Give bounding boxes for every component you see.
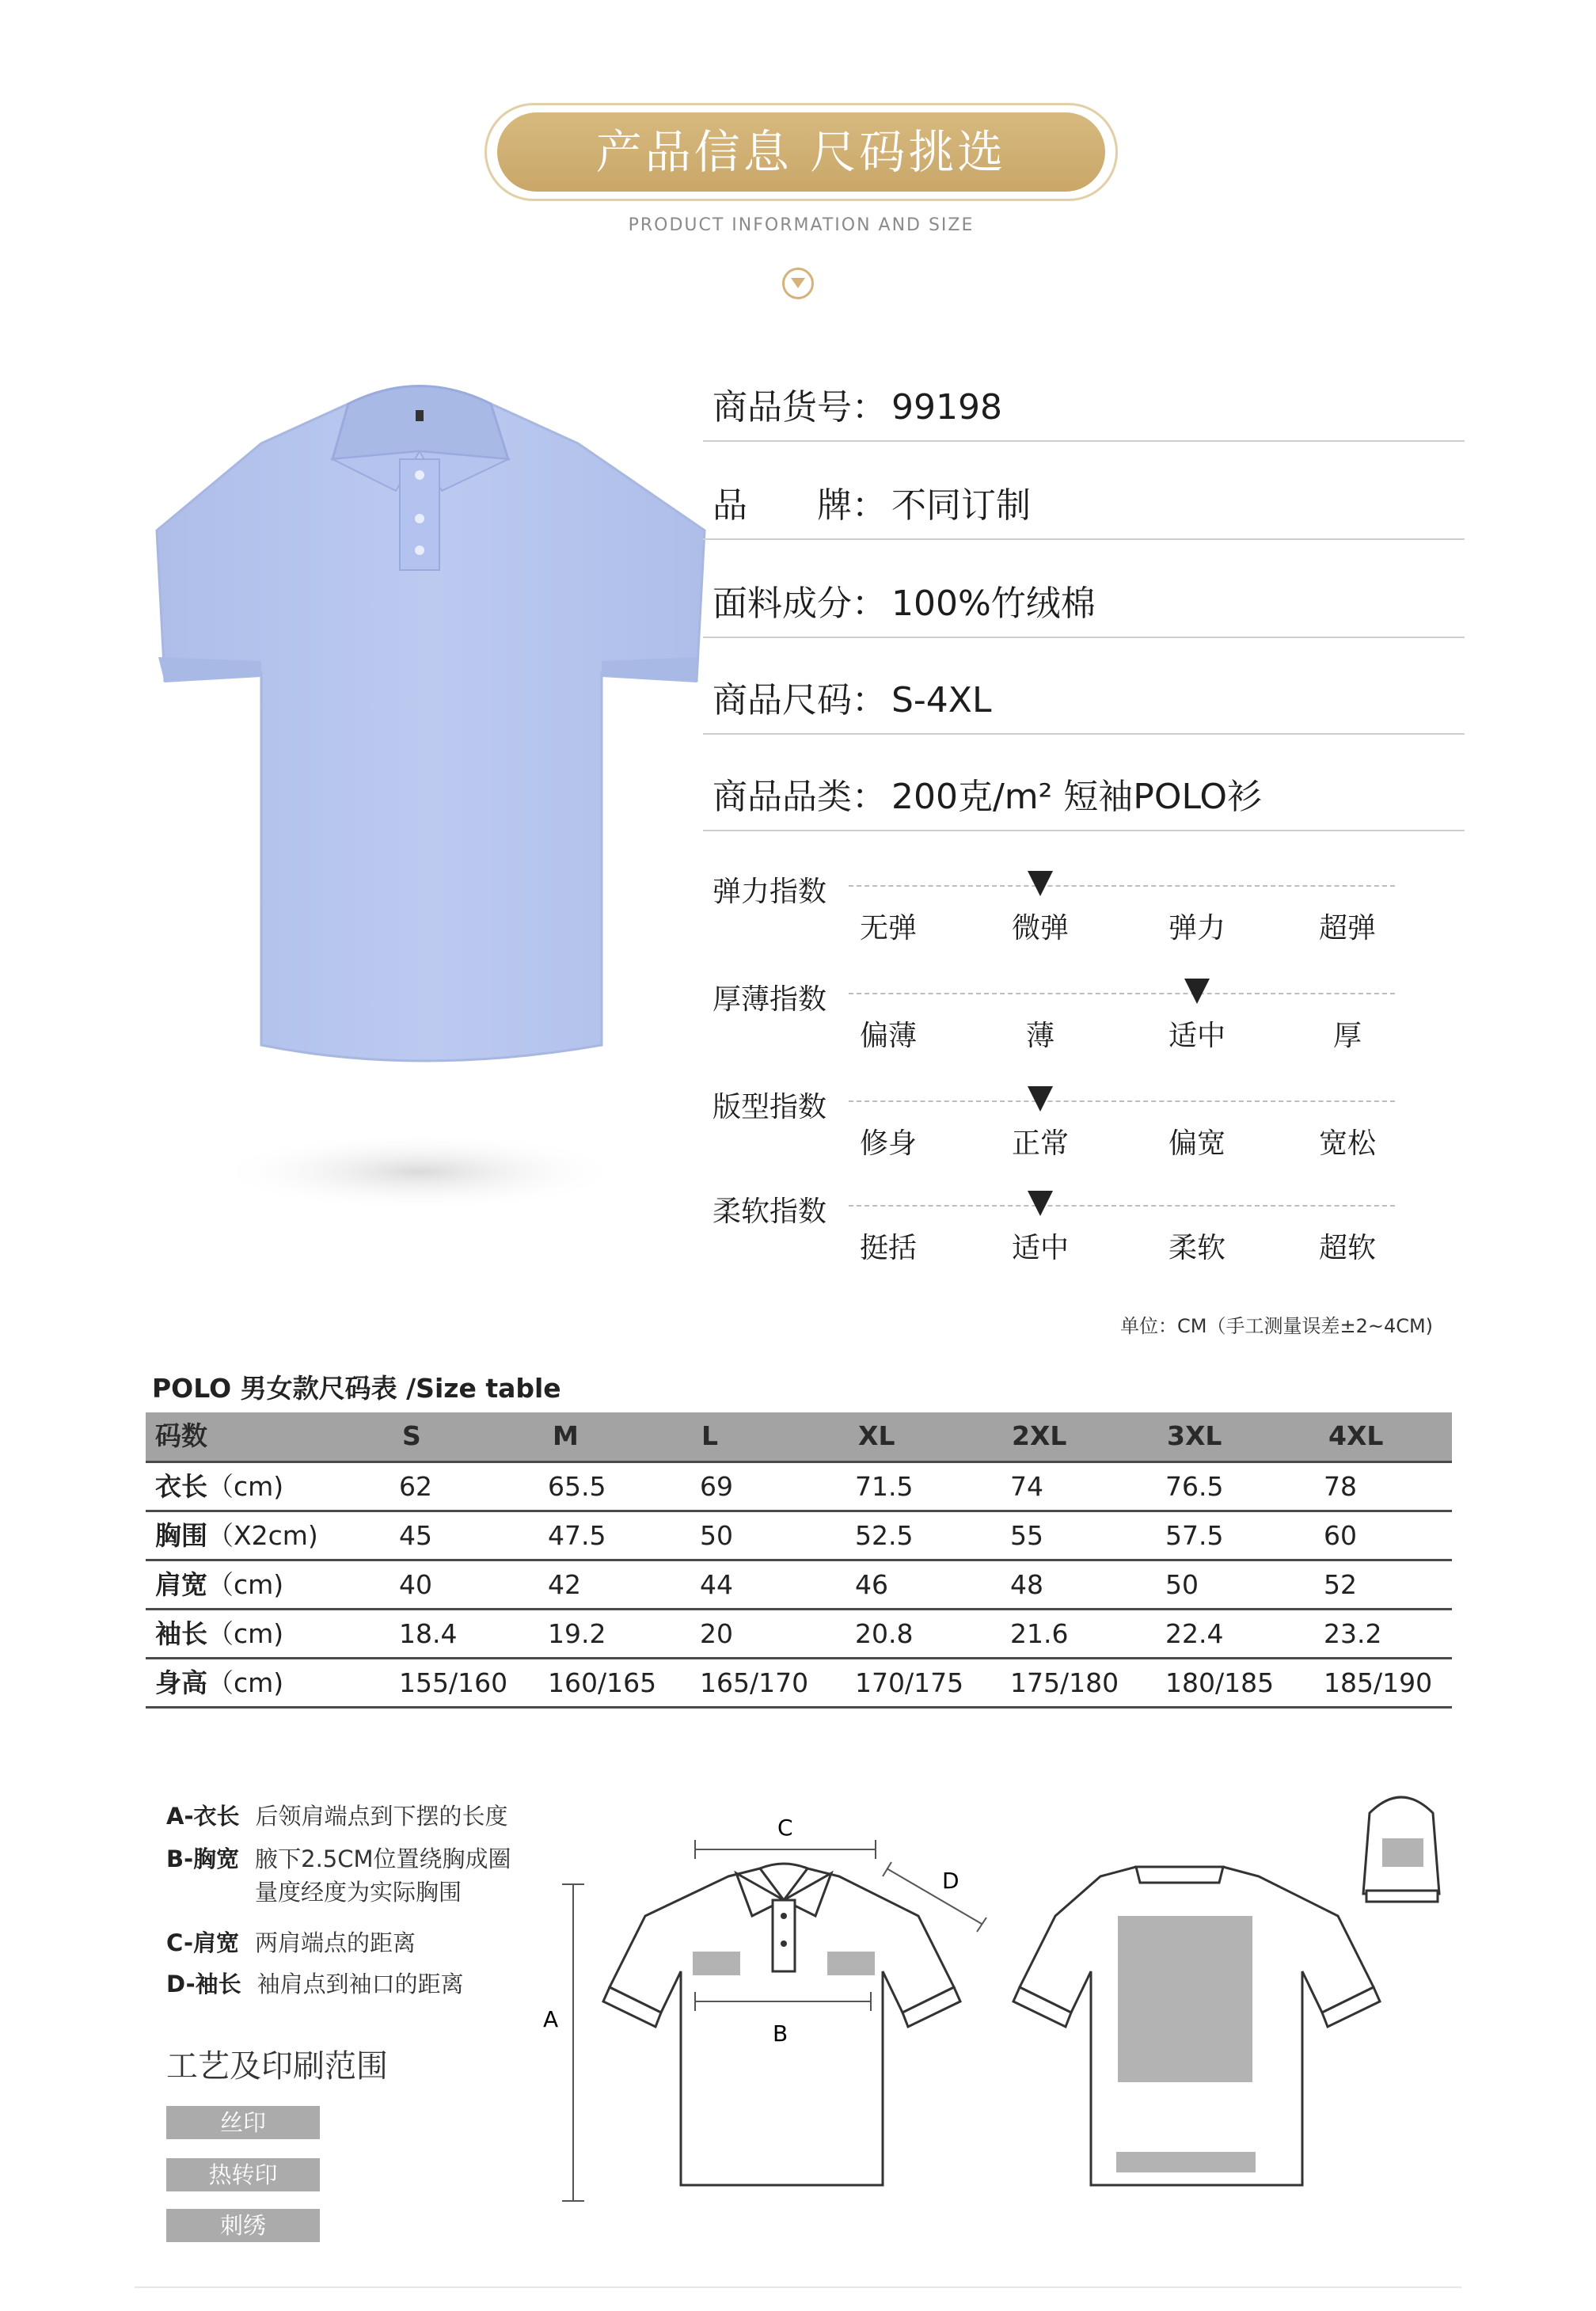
table-cell: 52 [1324,1569,1357,1600]
table-cell: 78 [1324,1471,1357,1502]
measurement-key: B-胸宽 [166,1845,240,1872]
back-hem-print-area [1116,2152,1256,2172]
info-label: 品 牌： [712,485,887,526]
unit-note: 单位：CM（手工测量误差±2~4CM) [1120,1315,1434,1337]
table-cell: 18.4 [399,1618,458,1649]
size-table-header [146,1412,1452,1463]
index-option: 微弹 [1011,912,1069,945]
measurement-b [166,1842,511,1874]
sleeve-print-area [1382,1838,1423,1867]
chevron-down-icon [782,268,814,299]
index-option: 弹力 [1168,912,1226,945]
table-cell: 69 [700,1471,733,1502]
label-b: B [773,2020,788,2047]
banner-subtitle: PRODUCT INFORMATION AND SIZE [628,215,975,235]
table-cell: 40 [399,1569,432,1600]
measurement-text: 后领肩端点到下摆的长度 [255,1803,508,1830]
table-cell: 62 [399,1471,432,1502]
table-cell: 74 [1010,1471,1043,1502]
table-cell: 50 [1165,1569,1199,1600]
table-cell: 23.2 [1324,1618,1382,1649]
index-option: 薄 [1025,1020,1054,1052]
table-cell: 45 [399,1520,432,1551]
table-cell: 76.5 [1165,1471,1224,1502]
product-shirt-image [150,372,720,1227]
measurement-text: 袖肩点到袖口的距离 [256,1971,464,1997]
index-option: 偏薄 [859,1020,917,1052]
table-row [146,1610,1452,1659]
info-value: S-4XL [891,680,992,720]
row-name: 衣长 [155,1471,207,1502]
row-name: 袖长 [155,1618,207,1649]
info-row-brand [703,447,1465,540]
measurement-d [166,1967,464,1999]
index-option: 无弹 [859,912,917,945]
info-label: 商品尺码： [712,680,887,720]
index-option: 厚 [1332,1020,1362,1052]
index-label: 柔软指数 [712,1195,827,1228]
table-cell: 160/165 [548,1667,657,1698]
table-cell: 22.4 [1165,1618,1224,1649]
info-row-category [703,738,1465,831]
craft-silkscreen-badge: 丝印 [166,2106,320,2139]
row-unit: （X2cm) [207,1520,318,1551]
table-row-label [155,1561,283,1608]
table-cell: 19.2 [548,1618,606,1649]
info-label: 商品品类： [712,777,887,817]
row-unit: （cm) [207,1569,284,1600]
table-row [146,1512,1452,1561]
row-name: 身高 [155,1667,207,1698]
table-cell: 155/160 [399,1667,508,1698]
measurement-key: C-肩宽 [166,1929,239,1956]
table-cell: 60 [1324,1520,1357,1551]
table-row [146,1561,1452,1610]
table-row-label [155,1659,283,1706]
measurement-c [166,1925,416,1958]
table-cell: 175/180 [1010,1667,1119,1698]
index-selected-marker [1028,1191,1053,1216]
table-row [146,1659,1452,1709]
label-c: C [777,1815,793,1841]
index-option: 超软 [1318,1232,1376,1264]
row-name: 肩宽 [155,1569,207,1600]
table-cell: 46 [855,1569,888,1600]
table-header-cell: S [402,1420,421,1451]
index-track [849,993,1395,994]
info-value: 99198 [891,387,1002,428]
table-header-cell: XL [858,1420,895,1451]
index-option: 挺括 [859,1232,917,1264]
table-cell: 180/185 [1165,1667,1275,1698]
measurement-text: 两肩端点的距离 [255,1929,416,1956]
table-cell: 52.5 [855,1520,914,1551]
info-row-fabric [703,545,1465,638]
measurement-diagram [522,1789,1472,2296]
table-row-label [155,1463,283,1510]
table-cell: 57.5 [1165,1520,1224,1551]
index-selected-marker [1028,871,1053,896]
table-cell: 42 [548,1569,581,1600]
index-track [849,1205,1395,1207]
info-row-size [703,641,1465,735]
index-label: 弹力指数 [712,876,827,908]
index-option: 宽松 [1318,1127,1376,1160]
index-track [849,1100,1395,1102]
table-row-label [155,1610,283,1657]
row-unit: （cm) [207,1618,284,1649]
craft-embroidery-badge: 刺绣 [166,2209,320,2242]
front-chest-print-area-right [827,1952,875,1975]
index-option: 偏宽 [1168,1127,1226,1160]
back-print-area [1118,1916,1252,2082]
size-table-title: POLO 男女款尺码表 /Size table [152,1373,561,1404]
row-unit: （cm) [207,1667,284,1698]
table-cell: 185/190 [1324,1667,1433,1698]
size-table [146,1412,1452,1709]
info-value: 100%竹绒棉 [891,583,1096,624]
table-header-cell: L [701,1420,719,1451]
table-row [146,1463,1452,1512]
table-cell: 50 [700,1520,733,1551]
info-label: 面料成分： [712,583,887,624]
index-selected-marker [1028,1086,1053,1112]
measurement-b-text2: 量度经度为实际胸围 [255,1879,462,1906]
measurement-text: 腋下2.5CM位置绕胸成圈 [255,1845,511,1872]
table-cell: 44 [700,1569,733,1600]
front-chest-print-area-left [693,1952,740,1975]
table-cell: 55 [1010,1520,1043,1551]
table-row-label [155,1512,318,1559]
measurement-a [166,1799,508,1831]
craft-heat-transfer-badge: 热转印 [166,2158,320,2191]
measurement-key: D-袖长 [166,1971,241,1997]
table-cell: 165/170 [700,1667,809,1698]
table-header-cell: 4XL [1328,1420,1384,1451]
table-cell: 20.8 [855,1618,914,1649]
index-option: 适中 [1168,1020,1226,1052]
index-option: 适中 [1011,1232,1069,1264]
index-option: 修身 [859,1127,917,1160]
table-header-cell: 2XL [1012,1420,1067,1451]
index-option: 正常 [1011,1127,1069,1160]
banner-title: 产品信息 尺码挑选 [595,125,1007,179]
index-option: 柔软 [1168,1232,1226,1264]
info-value: 不同订制 [891,485,1031,526]
index-selected-marker [1184,979,1210,1004]
info-label: 商品货号： [712,387,887,428]
table-cell: 48 [1010,1569,1043,1600]
table-header-cell: 码数 [155,1420,207,1451]
row-name: 胸围 [155,1520,207,1551]
table-cell: 47.5 [548,1520,606,1551]
table-cell: 71.5 [855,1471,914,1502]
table-header-cell: M [553,1420,579,1451]
index-label: 版型指数 [712,1091,827,1123]
table-cell: 21.6 [1010,1618,1069,1649]
measurement-key: A-衣长 [166,1803,240,1830]
table-cell: 20 [700,1618,733,1649]
row-unit: （cm) [207,1471,284,1502]
info-row-sku [703,348,1465,442]
index-option: 超弹 [1318,912,1376,945]
bottom-divider [135,2286,1461,2288]
table-cell: 170/175 [855,1667,964,1698]
table-header-cell: 3XL [1167,1420,1222,1451]
table-cell: 65.5 [548,1471,606,1502]
label-a: A [543,2006,559,2032]
label-d: D [942,1868,960,1894]
info-value: 200克/m² 短袖POLO衫 [891,777,1263,817]
craft-title: 工艺及印刷范围 [166,2048,388,2085]
index-label: 厚薄指数 [712,983,827,1016]
index-track [849,885,1395,887]
